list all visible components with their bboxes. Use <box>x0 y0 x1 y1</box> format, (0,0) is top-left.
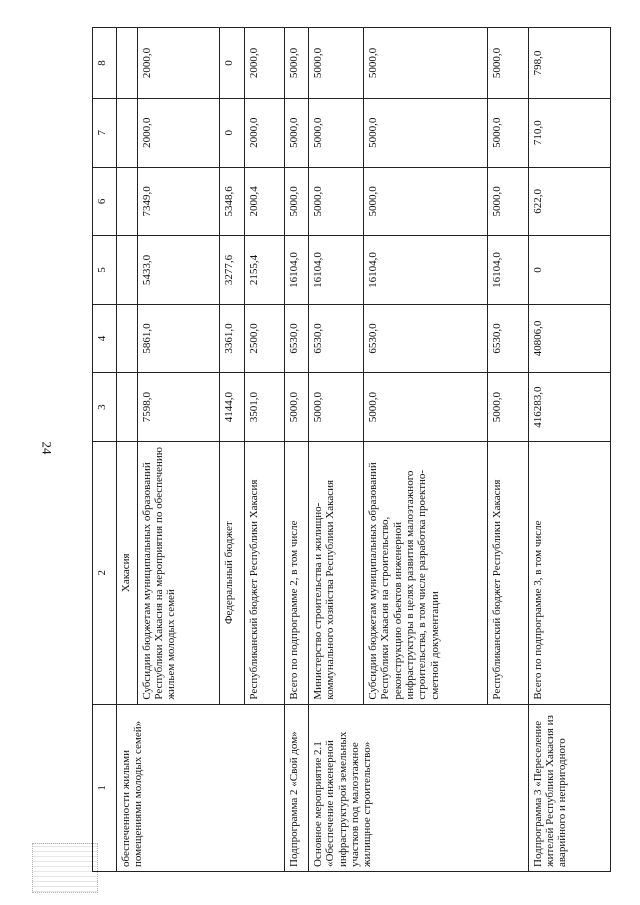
value-cell: 7349,0 <box>137 167 219 236</box>
value-cell: 2155,4 <box>245 236 285 305</box>
program-cell: Подпрограмма 3 «Переселение жителей Республики Хакасия из аварийного и непригодного <box>528 704 610 871</box>
value-cell: 3361,0 <box>219 304 244 373</box>
value-cell: 0 <box>219 28 244 99</box>
header-cell: 1 <box>93 704 117 871</box>
table-row <box>285 28 308 872</box>
table-row <box>117 28 138 872</box>
value-cell: 5000,0 <box>308 99 363 168</box>
value-cell: 7598,0 <box>137 373 219 442</box>
header-cell: 3 <box>93 373 117 442</box>
value-cell: 2000,4 <box>245 167 285 236</box>
value-cell: 40806,0 <box>528 304 610 373</box>
program-cell: Подпрограмма 2 «Свой дом» <box>285 704 308 871</box>
value-cell: 622,0 <box>528 167 610 236</box>
budget-table <box>92 27 611 872</box>
header-cell: 6 <box>93 167 117 236</box>
table-row <box>308 28 363 872</box>
program-cell: обеспеченности жилыми помещениями молодых семей» <box>117 704 285 871</box>
recipient-cell: Федеральный бюджет <box>219 441 244 704</box>
recipient-cell: Всего по подпрограмме 3, в том числе <box>528 441 610 704</box>
value-cell: 5433,0 <box>137 236 219 305</box>
program-cell: Основное мероприятие 2.1 «Обеспечение инженерной инфраструктурой земельных участков под малоэтажное жилищное строительство» <box>308 704 528 871</box>
value-cell: 5000,0 <box>363 99 488 168</box>
recipient-cell: Министерство строительства и жилищно-коммунального хозяйства Республики Хакасия <box>308 441 363 704</box>
value-cell: 2000,0 <box>137 99 219 168</box>
value-cell: 5000,0 <box>308 373 363 442</box>
value-cell: 5000,0 <box>308 167 363 236</box>
archive-stamp <box>32 843 98 893</box>
value-cell <box>117 236 138 305</box>
value-cell: 5000,0 <box>308 28 363 99</box>
value-cell: 5000,0 <box>285 99 308 168</box>
value-cell: 5000,0 <box>488 373 528 442</box>
value-cell: 16104,0 <box>285 236 308 305</box>
value-cell: 5000,0 <box>285 167 308 236</box>
header-cell: 5 <box>93 236 117 305</box>
value-cell: 5000,0 <box>363 373 488 442</box>
value-cell <box>117 167 138 236</box>
header-row <box>93 28 117 872</box>
recipient-cell: Всего по подпрограмме 2, в том числе <box>285 441 308 704</box>
value-cell: 6530,0 <box>488 304 528 373</box>
value-cell: 6530,0 <box>363 304 488 373</box>
value-cell: 3277,6 <box>219 236 244 305</box>
value-cell: 5000,0 <box>488 167 528 236</box>
value-cell: 3501,0 <box>245 373 285 442</box>
recipient-cell: Республиканский бюджет Республики Хакасия <box>245 441 285 704</box>
value-cell: 16104,0 <box>308 236 363 305</box>
value-cell: 416283,0 <box>528 373 610 442</box>
value-cell: 6530,0 <box>285 304 308 373</box>
value-cell <box>117 304 138 373</box>
value-cell: 2000,0 <box>245 99 285 168</box>
value-cell: 2500,0 <box>245 304 285 373</box>
value-cell: 5348,6 <box>219 167 244 236</box>
header-cell: 8 <box>93 28 117 99</box>
header-cell: 2 <box>93 441 117 704</box>
recipient-cell: Субсидии бюджетам муниципальных образований Республики Хакасия на строительство, реконструкцию объектов инженерной инфраструктуры в целях развития малоэтажного строительства, в том числе разработка проектно-сметной документации <box>363 441 488 704</box>
value-cell: 5000,0 <box>285 373 308 442</box>
value-cell: 5861,0 <box>137 304 219 373</box>
value-cell: 0 <box>528 236 610 305</box>
recipient-cell: Субсидии бюджетам муниципальных образований Республики Хакасия на мероприятия по обеспечению жильем молодых семей <box>137 441 219 704</box>
value-cell: 5000,0 <box>488 99 528 168</box>
value-cell: 5000,0 <box>363 167 488 236</box>
value-cell: 2000,0 <box>137 28 219 99</box>
value-cell: 6530,0 <box>308 304 363 373</box>
value-cell <box>117 28 138 99</box>
value-cell: 798,0 <box>528 28 610 99</box>
page-number: 24 <box>39 441 55 455</box>
value-cell <box>117 373 138 442</box>
table-row <box>528 28 610 872</box>
recipient-cell: Республиканский бюджет Республики Хакасия <box>488 441 528 704</box>
value-cell: 0 <box>219 99 244 168</box>
rotated-table-sheet <box>92 27 611 872</box>
header-cell: 4 <box>93 304 117 373</box>
recipient-cell: Хакасия <box>117 441 138 704</box>
value-cell: 16104,0 <box>488 236 528 305</box>
value-cell: 4144,0 <box>219 373 244 442</box>
value-cell: 16104,0 <box>363 236 488 305</box>
value-cell: 2000,0 <box>245 28 285 99</box>
value-cell: 5000,0 <box>363 28 488 99</box>
value-cell: 710,0 <box>528 99 610 168</box>
header-cell: 7 <box>93 99 117 168</box>
value-cell: 5000,0 <box>285 28 308 99</box>
value-cell <box>117 99 138 168</box>
value-cell: 5000,0 <box>488 28 528 99</box>
